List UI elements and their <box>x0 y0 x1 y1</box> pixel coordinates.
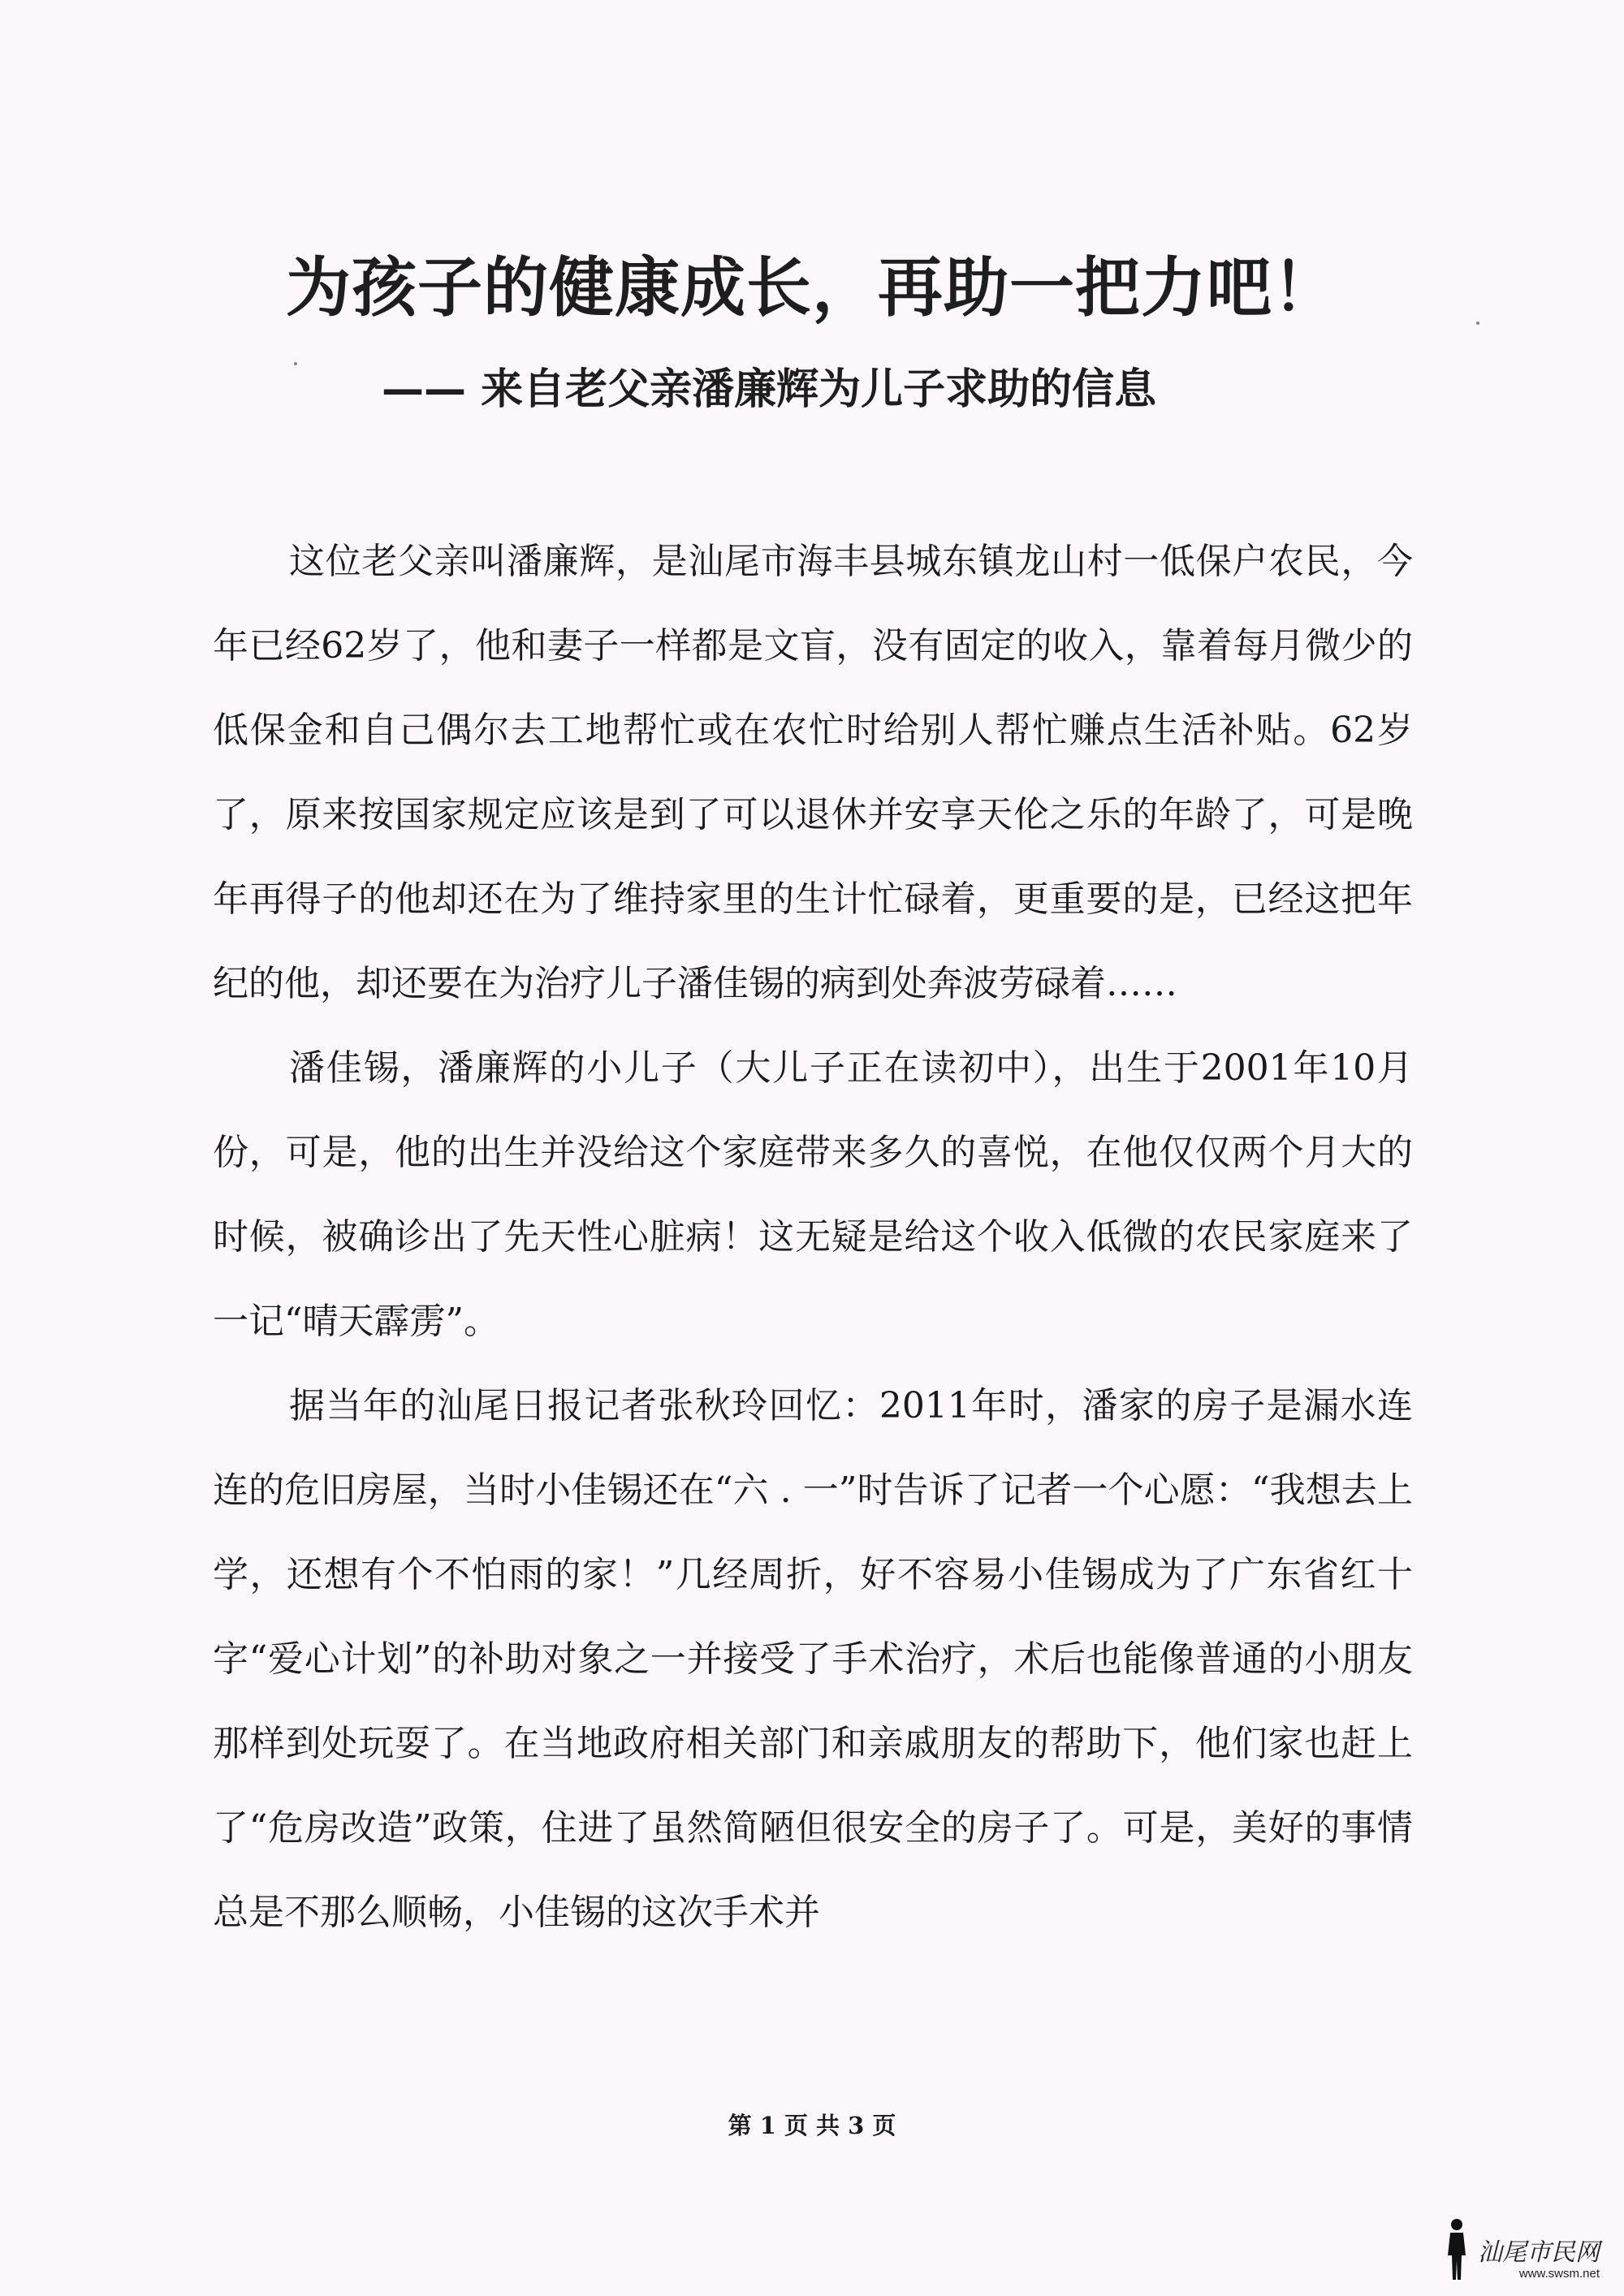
document-subtitle: —— 来自老父亲潘廉辉为儿子求助的信息 <box>382 365 1157 414</box>
document-title: 为孩子的健康成长，再助一把力吧！ <box>286 250 1338 326</box>
paragraph-3: 据当年的汕尾日报记者张秋玲回忆：2011年时，潘家的房子是漏水连连的危旧房屋，当时小佳锡还在“六 . 一”时告诉了记者一个心愿：“我想去上学，还想有个不怕雨的家！”几经周折，好不容易小佳锡成为了广东省红十字“爱心计划”的补助对象之一并接受了手术治疗，术后也能像普通的小朋友那样到处玩耍了。在当地政府相关部门和亲戚朋友的帮助下，他们家也赶上了“危房改造”政策，住进了虽然简陋但很安全的房子了。可是，美好的事情总是不那么顺畅，小佳锡的这次手术并 <box>213 1385 1413 1933</box>
page-number-footer: 第 1 页 共 3 页 <box>728 2112 896 2139</box>
paragraph-2: 潘佳锡，潘廉辉的小儿子（大儿子正在读初中），出生于2001年10月份，可是，他的出生并没给这个家庭带来多久的喜悦，在他仅仅两个月大的时候，被确诊出了先天性心脏病！这无疑是给这个收入低微的农民家庭来了一记“晴天霹雳”。 <box>213 1047 1413 1342</box>
document-body <box>213 520 1413 1955</box>
site-watermark <box>1440 2216 1600 2281</box>
watermark-site-name: 汕尾市民网 <box>1478 2238 1600 2267</box>
scan-speck <box>1476 322 1479 325</box>
watermark-site-url: www.swsm.net <box>1518 2267 1600 2281</box>
person-silhouette-icon <box>1440 2216 1473 2281</box>
scan-speck <box>294 362 297 365</box>
paragraph-1: 这位老父亲叫潘廉辉，是汕尾市海丰县城东镇龙山村一低保户农民，今年已经62岁了，他和妻子一样都是文盲，没有固定的收入，靠着每月微少的低保金和自己偶尔去工地帮忙或在农忙时给别人帮忙赚点生活补贴。62岁了，原来按国家规定应该是到了可以退休并安享天伦之乐的年龄了，可是晚年再得子的他却还在为了维持家里的生计忙碌着，更重要的是，已经这把年纪的他，却还要在为治疗儿子潘佳锡的病到处奔波劳碌着…… <box>213 541 1413 1004</box>
